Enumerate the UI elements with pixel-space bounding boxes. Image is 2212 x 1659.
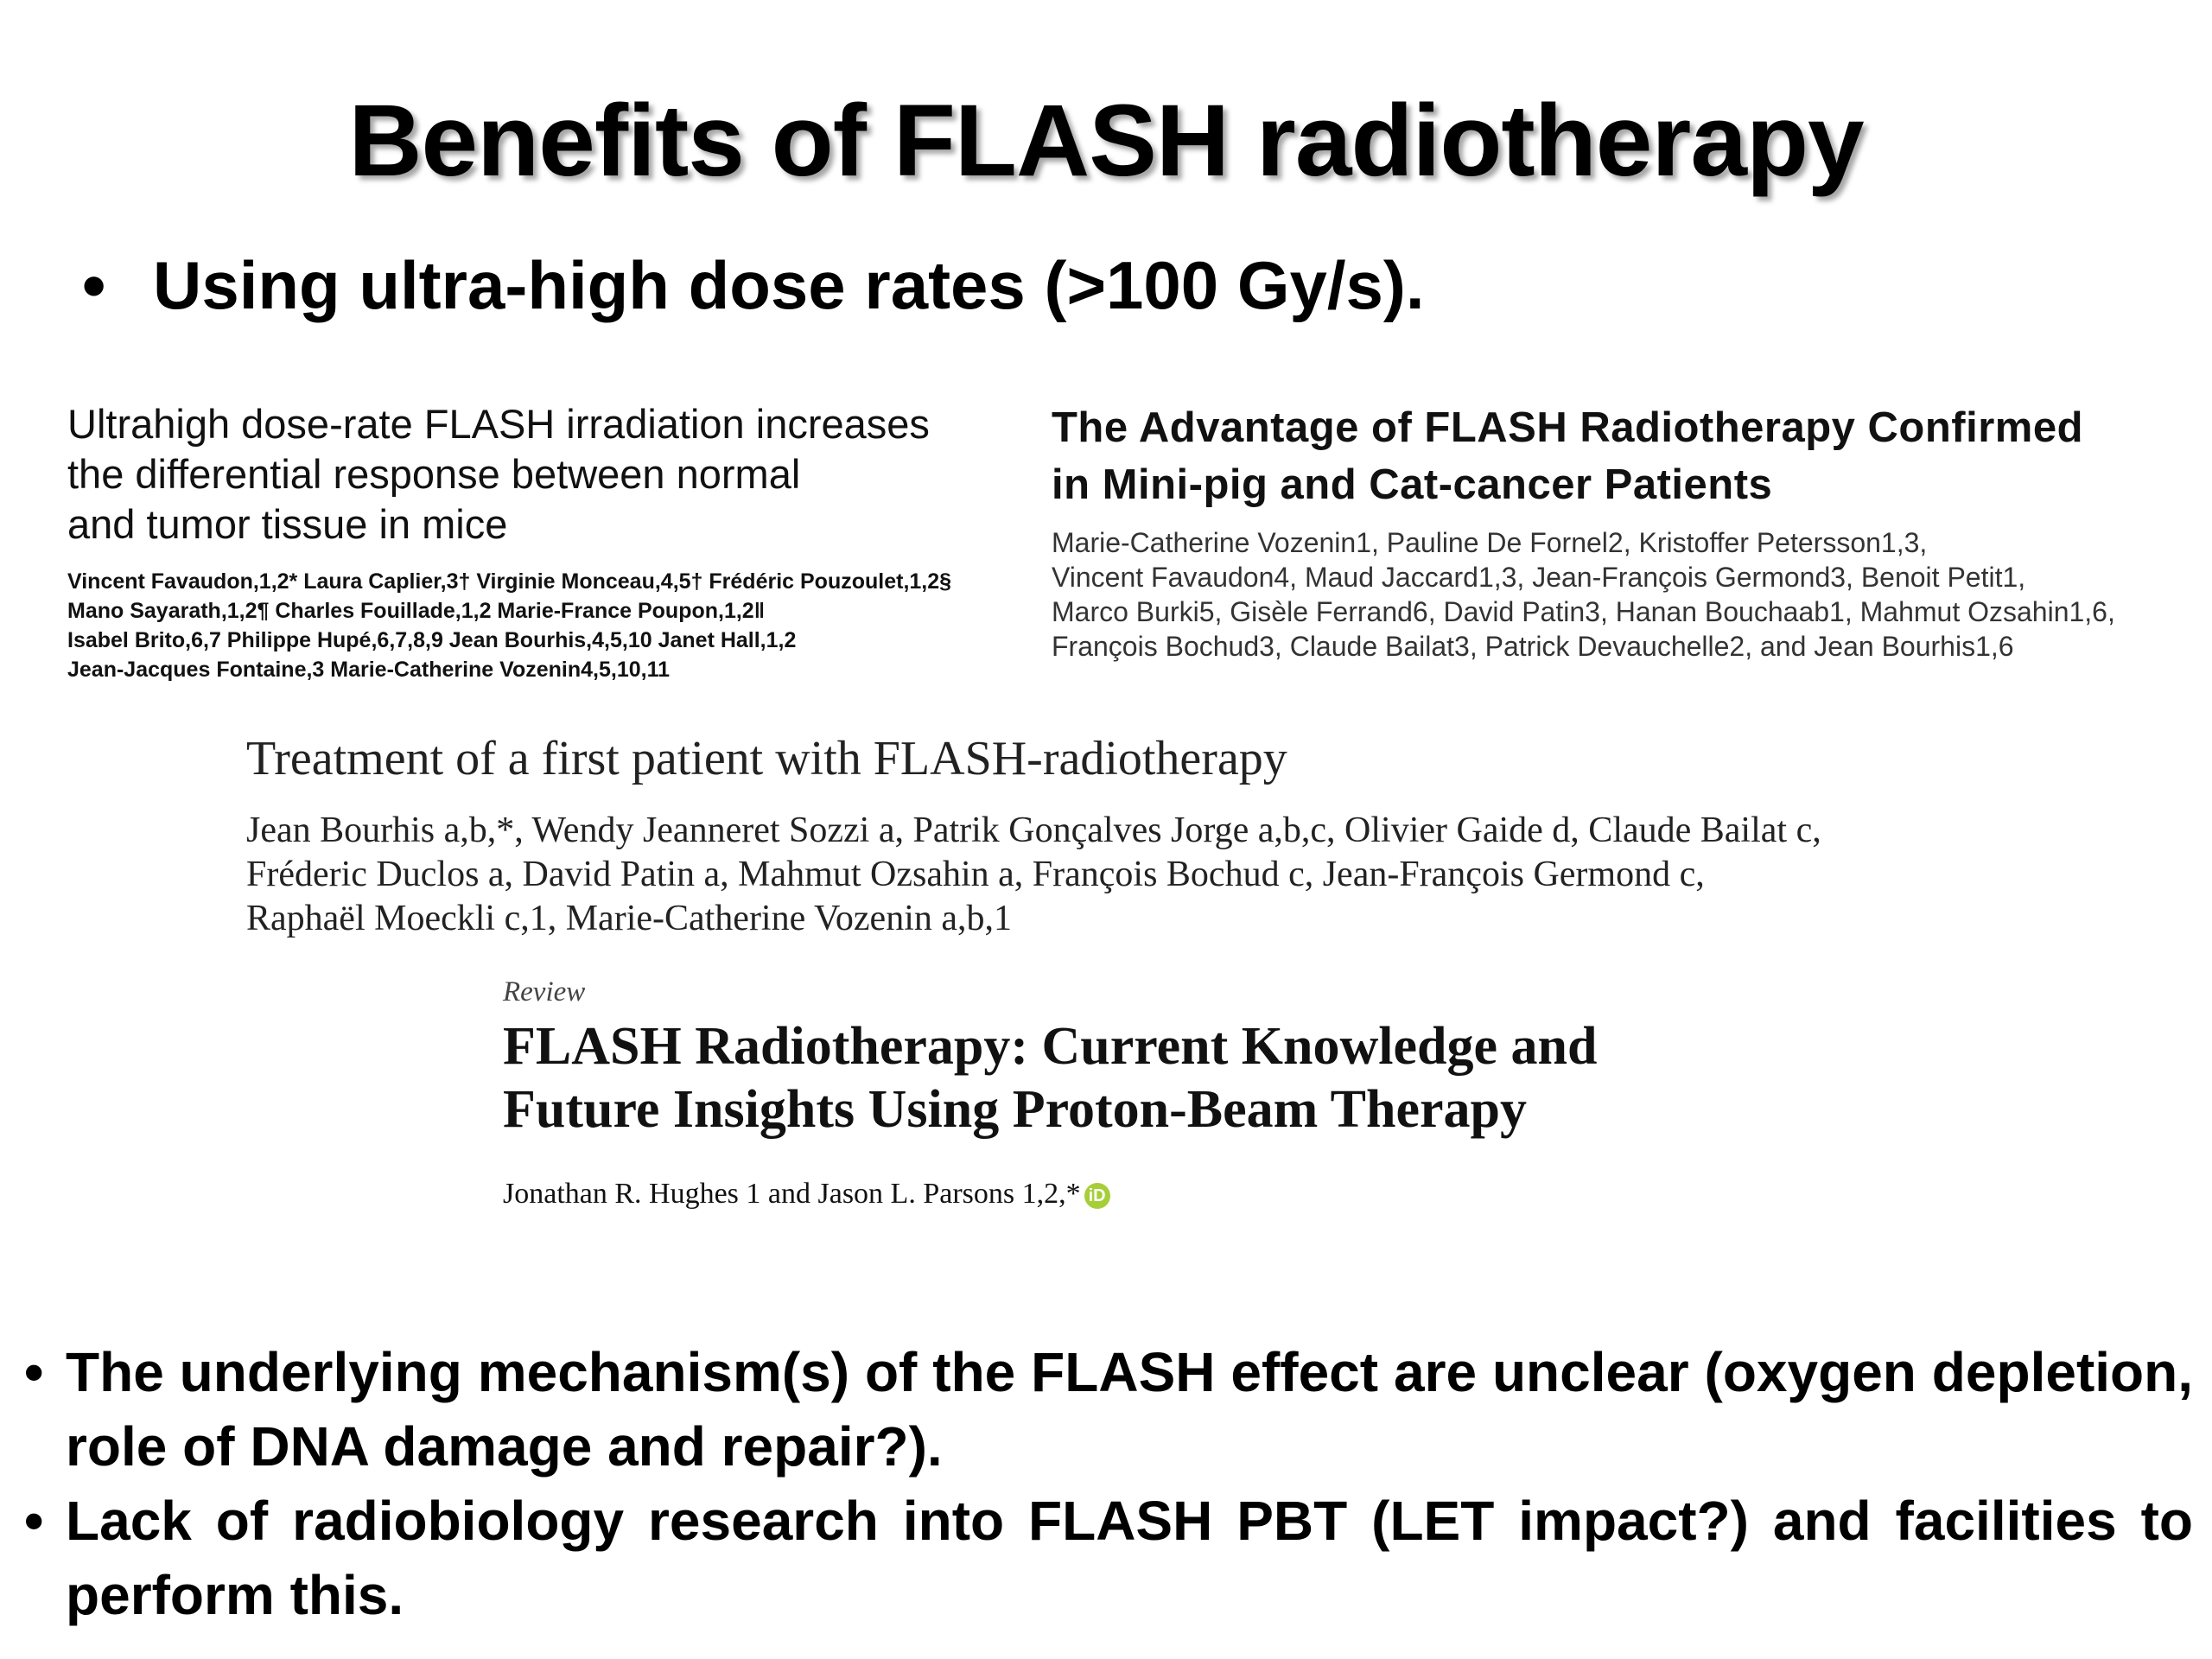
bullet-line: role of DNA damage and repair?). bbox=[66, 1415, 943, 1478]
paper-clipping-4 bbox=[503, 976, 1972, 1211]
paper-clipping-3 bbox=[246, 731, 1974, 941]
article-type-label: Review bbox=[503, 976, 586, 1007]
author-line: Jean-Jacques Fontaine,3 Marie-Catherine Vozenin4,5,10,11 bbox=[67, 658, 671, 682]
author-line: Mano Sayarath,1,2¶ Charles Fouillade,1,2 Marie-France Poupon,1,2‖ bbox=[67, 599, 766, 623]
bullet-text bbox=[66, 1484, 2193, 1632]
paper-title-line: The Advantage of FLASH Radiotherapy Confirmed bbox=[1052, 404, 2084, 451]
bullet-item bbox=[24, 1484, 2193, 1632]
top-bullet bbox=[82, 246, 1425, 325]
bullet-marker: • bbox=[24, 1490, 44, 1552]
author-line: Vincent Favaudon4, Maud Jaccard1,3, Jean-François Germond3, Benoit Petit1, bbox=[1052, 562, 2026, 593]
paper-authors bbox=[503, 1178, 1972, 1211]
bullet-line: Lack of radiobiology research into FLASH PBT (LET impact?) and facilities to bbox=[66, 1490, 2193, 1552]
author-line: Isabel Brito,6,7 Philippe Hupé,6,7,8,9 Jean Bourhis,4,5,10 Janet Hall,1,2 bbox=[67, 628, 797, 652]
paper-title-line: Future Insights Using Proton-Beam Therapy bbox=[503, 1080, 1528, 1139]
author-line: Vincent Favaudon,1,2* Laura Caplier,3† Virginie Monceau,4,5† Frédéric Pouzoulet,1,2§ bbox=[67, 569, 952, 594]
paper-title-line: the differential response between normal bbox=[67, 451, 801, 497]
paper-clipping-1 bbox=[67, 399, 1035, 684]
bullet-marker: • bbox=[82, 247, 106, 323]
bullet-item bbox=[24, 1335, 2193, 1484]
paper-title bbox=[1052, 399, 2201, 513]
paper-title-line: in Mini-pig and Cat-cancer Patients bbox=[1052, 461, 1773, 508]
paper-title-line: Ultrahigh dose-rate FLASH irradiation increases bbox=[67, 401, 930, 447]
paper-authors bbox=[67, 567, 1035, 684]
paper-clipping-2 bbox=[1052, 399, 2201, 664]
bullet-marker: • bbox=[24, 1341, 44, 1403]
author-line: François Bochud3, Claude Bailat3, Patrick Devauchelle2, and Jean Bourhis1,6 bbox=[1052, 631, 2014, 662]
author-line: Jonathan R. Hughes 1 and Jason L. Parsons 1,2,* bbox=[503, 1178, 1081, 1210]
author-line: Marie-Catherine Vozenin1, Pauline De Fornel2, Kristoffer Petersson1,3, bbox=[1052, 527, 1928, 558]
paper-title: Treatment of a first patient with FLASH-radiotherapy bbox=[246, 732, 1287, 785]
paper-title-line: and tumor tissue in mice bbox=[67, 501, 508, 547]
paper-title bbox=[503, 1015, 1972, 1141]
top-bullet-text: Using ultra-high dose rates (>100 Gy/s). bbox=[153, 247, 1425, 323]
paper-authors bbox=[246, 809, 1974, 941]
orcid-icon: iD bbox=[1084, 1183, 1110, 1209]
author-line: Fréderic Duclos a, David Patin a, Mahmut Ozsahin a, François Bochud c, Jean-François Germond c, bbox=[246, 855, 1705, 894]
slide-title: Benefits of FLASH radiotherapy bbox=[348, 84, 1864, 198]
author-line: Jean Bourhis a,b,*, Wendy Jeanneret Sozzi a, Patrik Gonçalves Jorge a,b,c, Olivier Gaide d, Claude Bailat c, bbox=[246, 810, 1821, 850]
paper-title-line: FLASH Radiotherapy: Current Knowledge and bbox=[503, 1017, 1598, 1076]
bullet-line: The underlying mechanism(s) of the FLASH effect are unclear (oxygen depletion, bbox=[66, 1341, 2193, 1403]
author-line: Marco Burki5, Gisèle Ferrand6, David Patin3, Hanan Bouchaab1, Mahmut Ozsahin1,6, bbox=[1052, 596, 2115, 627]
bullet-line: perform this. bbox=[66, 1564, 404, 1626]
paper-title bbox=[67, 399, 1035, 550]
author-line: Raphaël Moeckli c,1, Marie-Catherine Vozenin a,b,1 bbox=[246, 899, 1012, 938]
paper-authors bbox=[1052, 525, 2201, 664]
bullet-text bbox=[66, 1335, 2193, 1484]
bottom-bullets bbox=[24, 1335, 2193, 1632]
